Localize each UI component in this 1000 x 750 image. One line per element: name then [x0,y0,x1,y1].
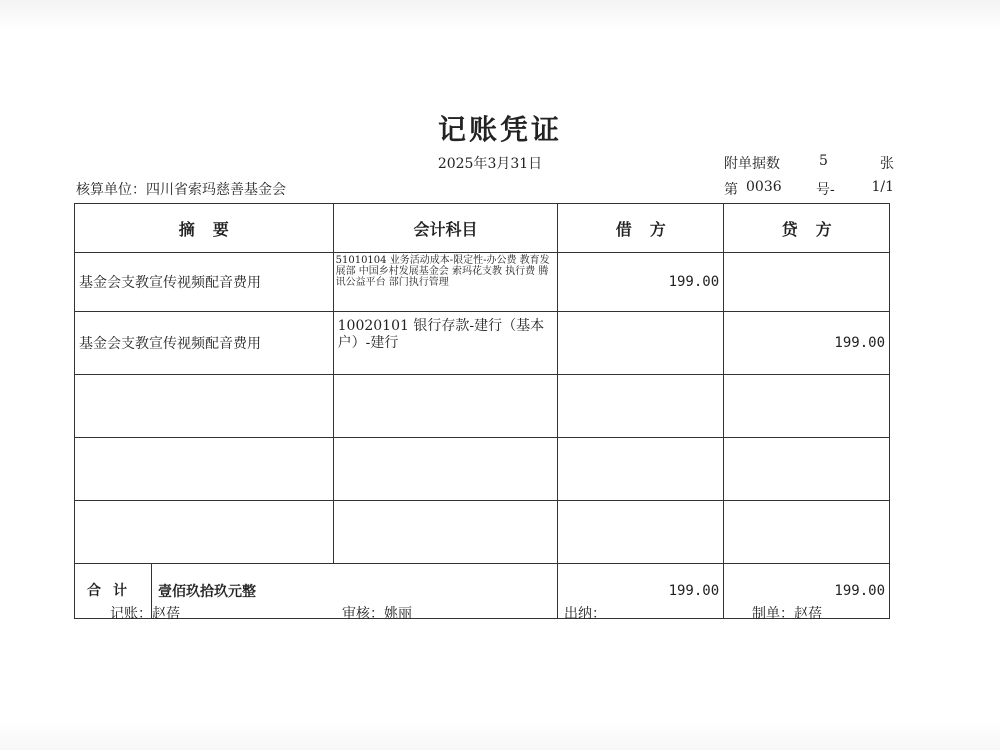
attachments-unit: 张 [880,156,894,172]
unit-label: 核算单位： [76,182,146,198]
voucher-prefix: 第 [724,182,738,198]
header-summary: 摘要 [75,204,334,253]
row-debit [558,375,724,438]
total-credit: 199.00 [724,564,890,619]
header-debit: 借方 [558,204,724,253]
voucher-page: 1/1 [871,179,894,195]
footer-reviewer: 审核：姚丽 [342,606,412,622]
row-summary: 基金会支教宣传视频配音费用 [75,253,334,312]
total-label: 合计 [75,564,152,618]
attachments-count: 5 [819,153,828,169]
total-amount-words: 壹佰玖拾玖元整 [158,584,256,600]
voucher-number: 0036 [746,179,782,195]
table-row [75,312,890,375]
row-summary [75,501,334,564]
table-row [75,375,890,438]
attachments-label: 附单据数 [724,156,780,172]
table-row [75,438,890,501]
table-header-row [75,204,890,253]
table-row [75,501,890,564]
accounting-unit [76,179,286,199]
footer-bookkeeper: 记账：赵蓓 [110,606,180,622]
row-credit [724,438,890,501]
header-credit: 贷方 [724,204,890,253]
row-subject: 51010104 业务活动成本-限定性-办公费 教育发展部 中国乡村发展基金会 索玛花支教 执行费 腾讯公益平台 部门执行管理 [333,253,558,312]
row-subject [333,438,558,501]
footer-preparer: 制单：赵蓓 [752,606,822,622]
table-row [75,253,890,312]
row-summary [75,375,334,438]
row-debit [558,501,724,564]
voucher-date: 2025年3月31日 [437,156,543,172]
row-debit [558,312,724,375]
row-debit: 199.00 [558,253,724,312]
voucher-suffix: 号- [816,182,835,198]
row-credit [724,375,890,438]
row-credit [724,501,890,564]
row-summary [75,438,334,501]
row-credit [724,253,890,312]
row-debit [558,438,724,501]
row-subject: 10020101 银行存款-建行（基本户）-建行 [333,312,558,375]
header-subject: 会计科目 [333,204,558,253]
unit-name: 四川省索玛慈善基金会 [146,182,286,198]
row-subject [333,501,558,564]
row-subject [333,375,558,438]
ledger-table [74,203,890,619]
voucher-title: 记账凭证 [437,113,562,146]
total-debit: 199.00 [558,564,724,619]
row-credit: 199.00 [724,312,890,375]
footer-cashier: 出纳： [564,606,606,622]
row-summary: 基金会支教宣传视频配音费用 [75,312,334,375]
